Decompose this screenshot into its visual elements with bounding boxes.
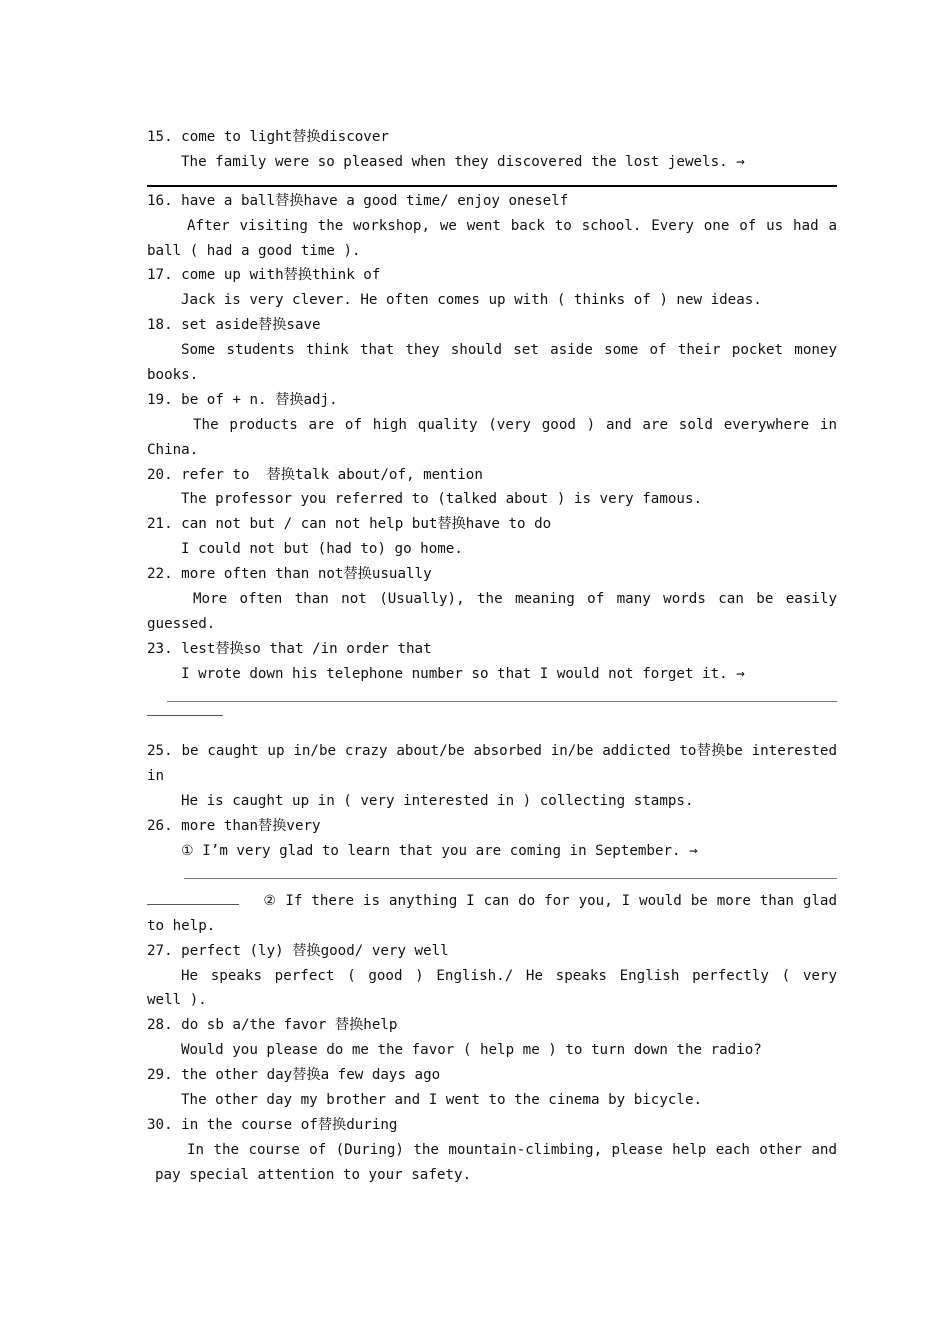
entry-example: Would you please do me the favor ( help me ) to turn down the radio? bbox=[181, 1042, 762, 1059]
answer-blank bbox=[147, 687, 837, 712]
entry-example: More often than not (Usually), the meaning of many words can be easily bbox=[193, 591, 837, 608]
entry-heading: 19. be of + n. 替换adj. bbox=[147, 391, 338, 408]
entry-heading-cont: in bbox=[147, 768, 165, 785]
entry-example: The family were so pleased when they discovered the lost jewels. → bbox=[181, 153, 745, 170]
entry-heading: 22. more often than not替换usually bbox=[147, 566, 432, 583]
entry-heading: 30. in the course of替换during bbox=[147, 1116, 398, 1133]
answer-line-short bbox=[147, 890, 239, 905]
entry-heading: 21. can not but / can not help but替换have to do bbox=[147, 516, 552, 533]
answer-blank bbox=[147, 864, 837, 889]
entry-example: Some students think that they should set aside some of their pocket money bbox=[181, 342, 837, 359]
entry-heading: 26. more than替换very bbox=[147, 818, 321, 835]
entry-example: ① I’m very glad to learn that you are coming in September. → bbox=[181, 843, 698, 860]
entry-heading: 18. set aside替换save bbox=[147, 317, 321, 334]
entry-example-cont: books. bbox=[147, 367, 199, 384]
entry-example: The professor you referred to (talked about ) is very famous. bbox=[181, 491, 703, 508]
entry-example-cont: China. bbox=[147, 441, 199, 458]
answer-line-short bbox=[147, 715, 223, 716]
answer-line bbox=[167, 701, 837, 702]
entry-heading: 23. lest替换so that /in order that bbox=[147, 640, 432, 657]
entry-example: After visiting the workshop, we went back to school. Every one of us had a bbox=[187, 217, 837, 234]
entry-heading: 25. be caught up in/be crazy about/be absorbed in/be addicted to替换be interested bbox=[147, 743, 837, 760]
entry-heading: 20. refer to 替换talk about/of, mention bbox=[147, 466, 483, 483]
entry-example-cont: guessed. bbox=[147, 615, 216, 632]
entry-example: The other day my brother and I went to the cinema by bicycle. bbox=[181, 1091, 703, 1108]
entry-example: He speaks perfect ( good ) English./ He speaks English perfectly ( very bbox=[181, 967, 837, 984]
entry-example-cont: well ). bbox=[147, 992, 207, 1009]
entry-example: In the course of (During) the mountain-climbing, please help each other and bbox=[187, 1141, 837, 1158]
entry-heading: 15. come to light替换discover bbox=[147, 129, 389, 145]
entry-example: The products are of high quality (very good ) and are sold everywhere in bbox=[193, 416, 837, 433]
answer-line bbox=[184, 878, 837, 879]
entry-heading: 27. perfect (ly) 替换good/ very well bbox=[147, 942, 449, 959]
entry-heading: 29. the other day替换a few days ago bbox=[147, 1067, 441, 1084]
answer-line-thick bbox=[147, 185, 837, 187]
entry-example-cont: pay special attention to your safety. bbox=[155, 1166, 472, 1183]
entry-example: He is caught up in ( very interested in ) collecting stamps. bbox=[181, 793, 694, 810]
entry-heading: 16. have a ball替换have a good time/ enjoy oneself bbox=[147, 192, 569, 209]
entry-heading: 28. do sb a/the favor 替换help bbox=[147, 1017, 398, 1034]
entry-example-cont: to help. bbox=[147, 917, 216, 934]
entry-example: I wrote down his telephone number so that I would not forget it. → bbox=[181, 665, 745, 682]
document-page bbox=[147, 125, 837, 1188]
entry-example-cont: ball ( had a good time ). bbox=[147, 242, 361, 259]
entry-example: I could not but (had to) go home. bbox=[181, 541, 463, 558]
answer-blank-cont bbox=[147, 715, 837, 727]
entry-heading: 17. come up with替换think of bbox=[147, 267, 381, 284]
entry-example: ② If there is anything I can do for you, I would be more than glad bbox=[147, 889, 837, 914]
entry-example: Jack is very clever. He often comes up with ( thinks of ) new ideas. bbox=[181, 292, 762, 309]
